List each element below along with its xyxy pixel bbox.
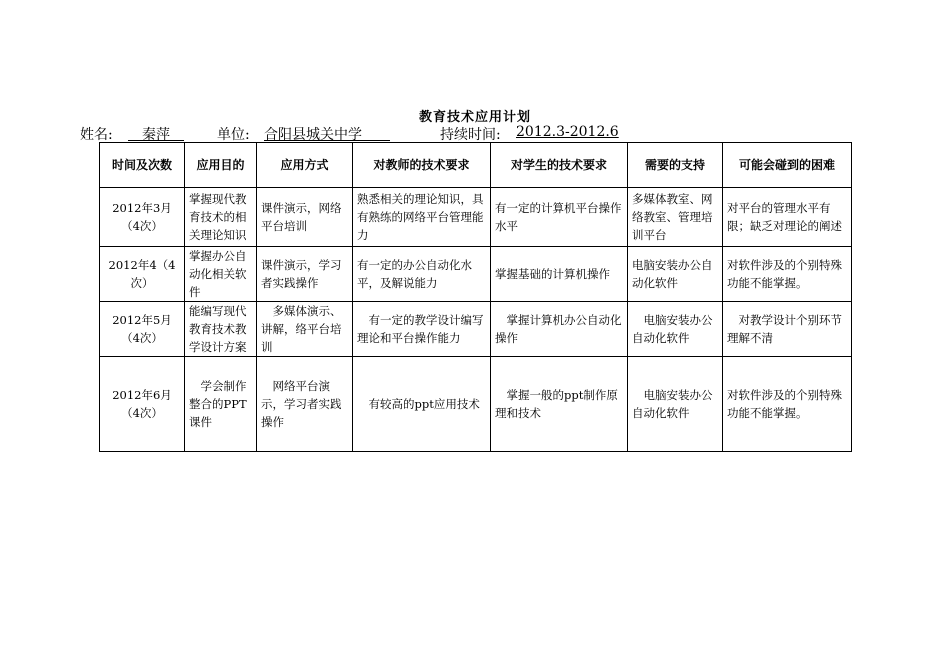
document-title: 教育技术应用计划 xyxy=(418,110,531,125)
cell-method: 多媒体演示、讲解，络平台培训 xyxy=(257,302,353,357)
cell-time: 2012年4（4次） xyxy=(100,247,185,302)
cell-purpose: 学会制作整合的PPT课件 xyxy=(185,357,257,452)
cell-support: 多媒体教室、网络教室、管理培训平台 xyxy=(628,188,723,247)
header-support: 需要的支持 xyxy=(628,143,723,188)
cell-student-req: 掌握计算机办公自动化操作 xyxy=(491,302,628,357)
cell-difficulty: 对软件涉及的个别特殊功能不能掌握。 xyxy=(723,247,852,302)
cell-method: 课件演示，网络平台培训 xyxy=(257,188,353,247)
name-value: 秦萍 xyxy=(142,127,170,143)
cell-difficulty: 对软件涉及的个别特殊功能不能掌握。 xyxy=(723,357,852,452)
table-row xyxy=(100,302,852,357)
plan-table xyxy=(99,142,852,452)
cell-student-req: 掌握一般的ppt制作原理和技术 xyxy=(491,357,628,452)
cell-method: 课件演示，学习者实践操作 xyxy=(257,247,353,302)
cell-teacher-req: 熟悉相关的理论知识，具有熟练的网络平台管理能力 xyxy=(353,188,491,247)
header-purpose: 应用目的 xyxy=(185,143,257,188)
table-row xyxy=(100,188,852,247)
cell-method: 网络平台演示，学习者实践操作 xyxy=(257,357,353,452)
header-difficulty: 可能会碰到的困难 xyxy=(723,143,852,188)
cell-purpose: 掌握现代教育技术的相关理论知识 xyxy=(185,188,257,247)
duration-value: 2012.3-2012.6 xyxy=(516,124,619,140)
cell-teacher-req: 有一定的办公自动化水平，及解说能力 xyxy=(353,247,491,302)
table-row xyxy=(100,357,852,452)
table-header-row xyxy=(100,143,852,188)
cell-time: 2012年5月（4次） xyxy=(100,302,185,357)
cell-difficulty: 对教学设计个别环节理解不清 xyxy=(723,302,852,357)
cell-teacher-req: 有一定的教学设计编写理论和平台操作能力 xyxy=(353,302,491,357)
cell-difficulty: 对平台的管理水平有限；缺乏对理论的阐述 xyxy=(723,188,852,247)
cell-support: 电脑安装办公自动化软件 xyxy=(628,302,723,357)
unit-label: 单位: xyxy=(217,127,250,143)
cell-student-req: 有一定的计算机平台操作水平 xyxy=(491,188,628,247)
cell-time: 2012年3月（4次） xyxy=(100,188,185,247)
header-teacher-req: 对教师的技术要求 xyxy=(353,143,491,188)
table-row xyxy=(100,247,852,302)
cell-teacher-req: 有较高的ppt应用技术 xyxy=(353,357,491,452)
header-student-req: 对学生的技术要求 xyxy=(491,143,628,188)
cell-purpose: 能编写现代教育技术教学设计方案 xyxy=(185,302,257,357)
cell-support: 电脑安装办公自动化软件 xyxy=(628,247,723,302)
name-label: 姓名: xyxy=(80,127,113,143)
header-method: 应用方式 xyxy=(257,143,353,188)
cell-support: 电脑安装办公自动化软件 xyxy=(628,357,723,452)
unit-value: 合阳县城关中学 xyxy=(264,127,362,143)
cell-purpose: 掌握办公自动化相关软件 xyxy=(185,247,257,302)
duration-label: 持续时间: xyxy=(440,127,501,143)
cell-time: 2012年6月（4次） xyxy=(100,357,185,452)
header-time: 时间及次数 xyxy=(100,143,185,188)
cell-student-req: 掌握基础的计算机操作 xyxy=(491,247,628,302)
